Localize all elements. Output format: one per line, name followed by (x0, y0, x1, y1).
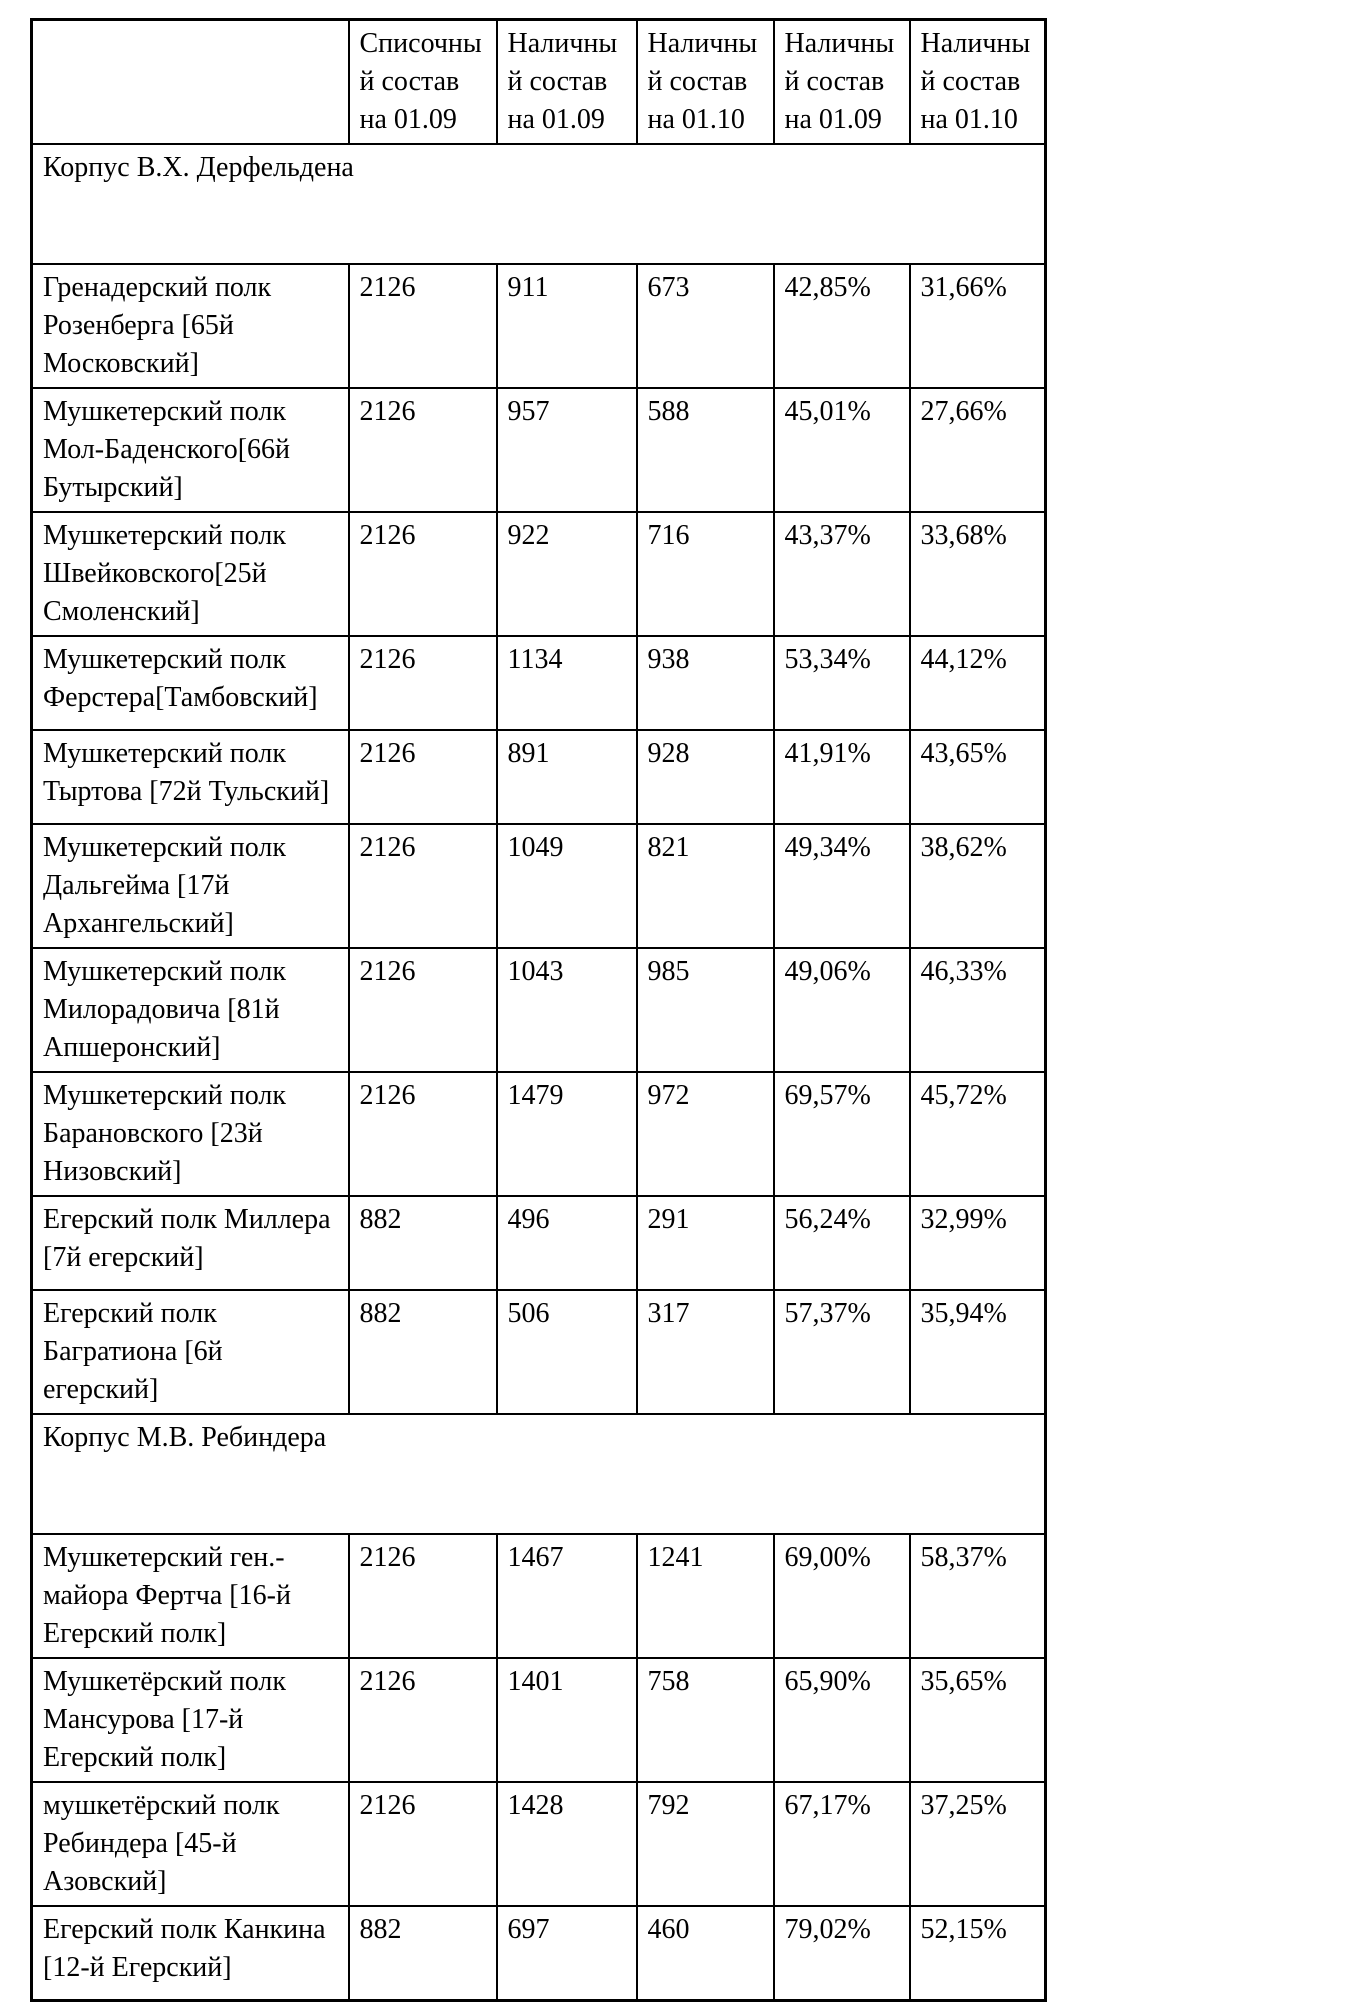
regiment-name-cell: Егерский полк Миллера [7й егерский] (32, 1196, 349, 1290)
value-cell: 496 (497, 1196, 637, 1290)
value-cell: 44,12% (910, 636, 1046, 730)
value-cell: 45,72% (910, 1072, 1046, 1196)
header-cell: Наличный состав на 01.10 (910, 20, 1046, 145)
value-cell: 31,66% (910, 264, 1046, 388)
value-cell: 758 (637, 1658, 774, 1782)
header-cell: Наличный состав на 01.09 (497, 20, 637, 145)
value-cell: 37,25% (910, 1782, 1046, 1906)
value-cell: 2126 (349, 264, 497, 388)
value-cell: 43,37% (774, 512, 910, 636)
table-row (32, 1658, 1046, 1782)
header-cell-empty (32, 20, 349, 145)
value-cell: 33,68% (910, 512, 1046, 636)
value-cell: 27,66% (910, 388, 1046, 512)
regiment-name-cell: Мушкетерский полк Мол-Баденского[66й Бутырский] (32, 388, 349, 512)
value-cell: 1241 (637, 1534, 774, 1658)
value-cell: 985 (637, 948, 774, 1072)
value-cell: 506 (497, 1290, 637, 1414)
regiment-name-cell: Мушкетёрский полк Мансурова [17-й Егерский полк] (32, 1658, 349, 1782)
regiment-name-cell: Мушкетерский полк Дальгейма [17й Архангельский] (32, 824, 349, 948)
table-row (32, 1906, 1046, 2000)
value-cell: 2126 (349, 636, 497, 730)
value-cell: 1043 (497, 948, 637, 1072)
value-cell: 1467 (497, 1534, 637, 1658)
value-cell: 2126 (349, 824, 497, 948)
value-cell: 2126 (349, 1072, 497, 1196)
value-cell: 67,17% (774, 1782, 910, 1906)
value-cell: 1428 (497, 1782, 637, 1906)
regiment-strength-table (30, 18, 1047, 2002)
value-cell: 2126 (349, 1658, 497, 1782)
table-row (32, 264, 1046, 388)
table-row (32, 1290, 1046, 1414)
regiment-name-cell: Мушкетерский полк Милорадовича [81й Апшеронский] (32, 948, 349, 1072)
header-row (32, 20, 1046, 145)
section-title: Корпус М.В. Ребиндера (32, 1414, 1046, 1534)
regiment-name-cell: Мушкетерский полк Барановского [23й Низовский] (32, 1072, 349, 1196)
table-row (32, 1072, 1046, 1196)
header-cell: Списочный состав на 01.09 (349, 20, 497, 145)
value-cell: 2126 (349, 388, 497, 512)
value-cell: 938 (637, 636, 774, 730)
table-row (32, 824, 1046, 948)
regiment-name-cell: мушкетёрский полк Ребиндера [45-й Азовский] (32, 1782, 349, 1906)
value-cell: 1134 (497, 636, 637, 730)
table-row (32, 388, 1046, 512)
value-cell: 45,01% (774, 388, 910, 512)
value-cell: 2126 (349, 948, 497, 1072)
value-cell: 2126 (349, 730, 497, 824)
value-cell: 2126 (349, 512, 497, 636)
value-cell: 58,37% (910, 1534, 1046, 1658)
value-cell: 716 (637, 512, 774, 636)
value-cell: 43,65% (910, 730, 1046, 824)
table-row (32, 1782, 1046, 1906)
regiment-name-cell: Мушкетерский полк Тыртова [72й Тульский] (32, 730, 349, 824)
header-cell: Наличный состав на 01.09 (774, 20, 910, 145)
value-cell: 792 (637, 1782, 774, 1906)
table-body (32, 144, 1046, 2000)
value-cell: 35,65% (910, 1658, 1046, 1782)
value-cell: 1479 (497, 1072, 637, 1196)
regiment-name-cell: Мушкетерский полк Ферстера[Тамбовский] (32, 636, 349, 730)
value-cell: 65,90% (774, 1658, 910, 1782)
value-cell: 891 (497, 730, 637, 824)
value-cell: 38,62% (910, 824, 1046, 948)
section-row (32, 1414, 1046, 1534)
value-cell: 882 (349, 1290, 497, 1414)
value-cell: 32,99% (910, 1196, 1046, 1290)
value-cell: 317 (637, 1290, 774, 1414)
value-cell: 911 (497, 264, 637, 388)
regiment-name-cell: Гренадерский полк Розенберга [65й Московский] (32, 264, 349, 388)
table-row (32, 1196, 1046, 1290)
value-cell: 35,94% (910, 1290, 1046, 1414)
regiment-name-cell: Мушкетерский полк Швейковского[25й Смоленский] (32, 512, 349, 636)
regiment-name-cell: Егерский полк Канкина [12-й Егерский] (32, 1906, 349, 2000)
table-row (32, 730, 1046, 824)
value-cell: 57,37% (774, 1290, 910, 1414)
value-cell: 69,00% (774, 1534, 910, 1658)
value-cell: 928 (637, 730, 774, 824)
value-cell: 46,33% (910, 948, 1046, 1072)
value-cell: 882 (349, 1196, 497, 1290)
value-cell: 972 (637, 1072, 774, 1196)
value-cell: 41,91% (774, 730, 910, 824)
value-cell: 821 (637, 824, 774, 948)
value-cell: 1401 (497, 1658, 637, 1782)
value-cell: 79,02% (774, 1906, 910, 2000)
value-cell: 49,34% (774, 824, 910, 948)
section-title: Корпус В.Х. Дерфельдена (32, 144, 1046, 264)
value-cell: 291 (637, 1196, 774, 1290)
table-row (32, 1534, 1046, 1658)
value-cell: 42,85% (774, 264, 910, 388)
value-cell: 882 (349, 1906, 497, 2000)
value-cell: 53,34% (774, 636, 910, 730)
value-cell: 52,15% (910, 1906, 1046, 2000)
value-cell: 1049 (497, 824, 637, 948)
value-cell: 697 (497, 1906, 637, 2000)
value-cell: 2126 (349, 1782, 497, 1906)
section-row (32, 144, 1046, 264)
table-row (32, 948, 1046, 1072)
value-cell: 56,24% (774, 1196, 910, 1290)
value-cell: 2126 (349, 1534, 497, 1658)
value-cell: 673 (637, 264, 774, 388)
value-cell: 49,06% (774, 948, 910, 1072)
table-head (32, 20, 1046, 145)
table-row (32, 512, 1046, 636)
header-cell: Наличный состав на 01.10 (637, 20, 774, 145)
table-row (32, 636, 1046, 730)
value-cell: 460 (637, 1906, 774, 2000)
value-cell: 588 (637, 388, 774, 512)
value-cell: 69,57% (774, 1072, 910, 1196)
value-cell: 957 (497, 388, 637, 512)
value-cell: 922 (497, 512, 637, 636)
regiment-name-cell: Мушкетерский ген.-майора Фертча [16-й Егерский полк] (32, 1534, 349, 1658)
regiment-name-cell: Егерский полк Багратиона [6й егерский] (32, 1290, 349, 1414)
